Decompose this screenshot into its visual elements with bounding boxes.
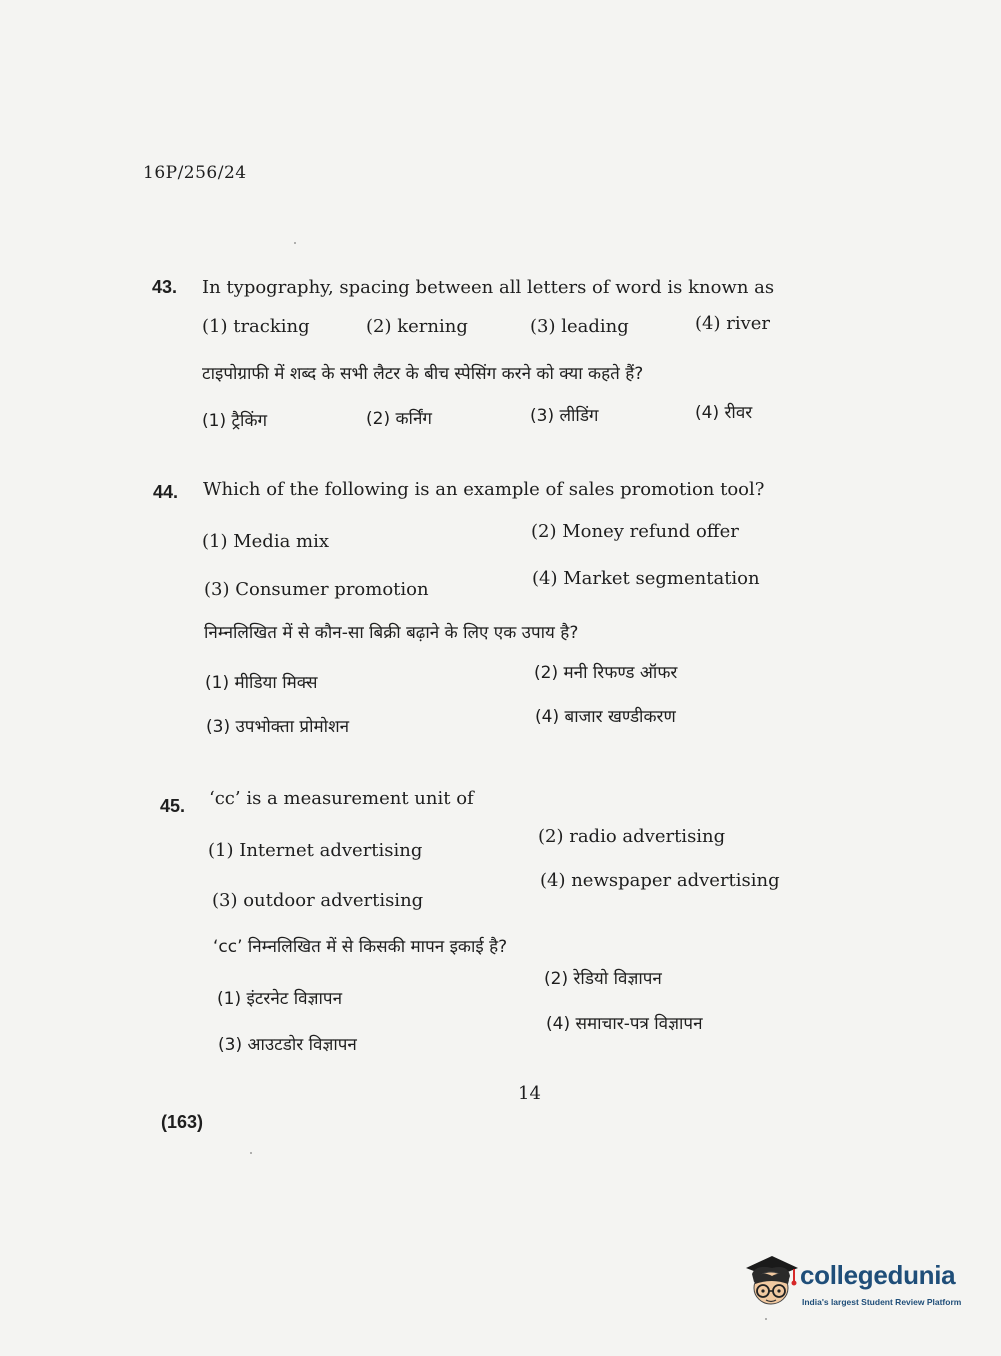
option-en-3: (3) leading	[530, 316, 629, 337]
option-en-3: (3) outdoor advertising	[212, 890, 424, 911]
option-en-2: (2) kerning	[366, 316, 468, 337]
question-number: 43.	[152, 277, 178, 297]
question-text-hi: ‘cc’ निम्नलिखित में से किसकी मापन इकाई है?	[213, 937, 508, 957]
option-hi-2: (2) मनी रिफण्ड ऑफर	[534, 663, 678, 683]
option-hi-3: (3) आउटडोर विज्ञापन	[218, 1035, 357, 1055]
option-hi-1: (1) ट्रैकिंग	[202, 411, 268, 431]
question-number: 45.	[160, 796, 186, 816]
option-en-1: (1) tracking	[202, 316, 310, 337]
mascot-logo-icon	[742, 1252, 800, 1310]
option-en-1: (1) Internet advertising	[208, 840, 423, 861]
option-en-4: (4) river	[695, 313, 771, 334]
question-text-hi: निम्नलिखित में से कौन-सा बिक्री बढ़ाने के लिए एक उपाय है?	[204, 623, 579, 643]
watermark-tagline: India's largest Student Review Platform	[802, 1297, 962, 1307]
option-hi-4: (4) समाचार-पत्र विज्ञापन	[546, 1014, 703, 1034]
scan-speck	[765, 1318, 767, 1320]
option-en-2: (2) Money refund offer	[531, 521, 739, 542]
page-number: 14	[518, 1083, 541, 1104]
question-text-en: In typography, spacing between all letters of word is known as	[202, 277, 775, 298]
option-hi-2: (2) रेडियो विज्ञापन	[544, 969, 662, 989]
scan-speck	[294, 242, 296, 244]
scan-speck	[250, 1152, 252, 1154]
question-text-en: ‘cc’ is a measurement unit of	[209, 788, 474, 809]
option-en-2: (2) radio advertising	[538, 826, 726, 847]
option-en-1: (1) Media mix	[202, 531, 330, 552]
option-en-4: (4) Market segmentation	[532, 568, 760, 589]
question-text-en: Which of the following is an example of sales promotion tool?	[203, 479, 765, 500]
option-hi-3: (3) लीडिंग	[530, 406, 599, 426]
option-hi-1: (1) इंटरनेट विज्ञापन	[217, 989, 343, 1009]
option-en-4: (4) newspaper advertising	[540, 870, 780, 891]
paper-code: 16P/256/24	[143, 163, 247, 183]
option-en-3: (3) Consumer promotion	[204, 579, 429, 600]
folio-number: (163)	[161, 1112, 204, 1132]
option-hi-2: (2) कर्निंग	[366, 409, 432, 429]
question-text-hi: टाइपोग्राफी में शब्द के सभी लैटर के बीच स्पेसिंग करने को क्या कहते हैं?	[202, 364, 644, 384]
collegedunia-watermark	[742, 1252, 972, 1312]
option-hi-4: (4) रीवर	[695, 403, 753, 423]
option-hi-1: (1) मीडिया मिक्स	[205, 673, 318, 693]
watermark-brand: collegedunia	[800, 1260, 956, 1290]
question-number: 44.	[153, 482, 179, 502]
option-hi-4: (4) बाजार खण्डीकरण	[535, 707, 676, 727]
option-hi-3: (3) उपभोक्ता प्रोमोशन	[206, 717, 350, 737]
